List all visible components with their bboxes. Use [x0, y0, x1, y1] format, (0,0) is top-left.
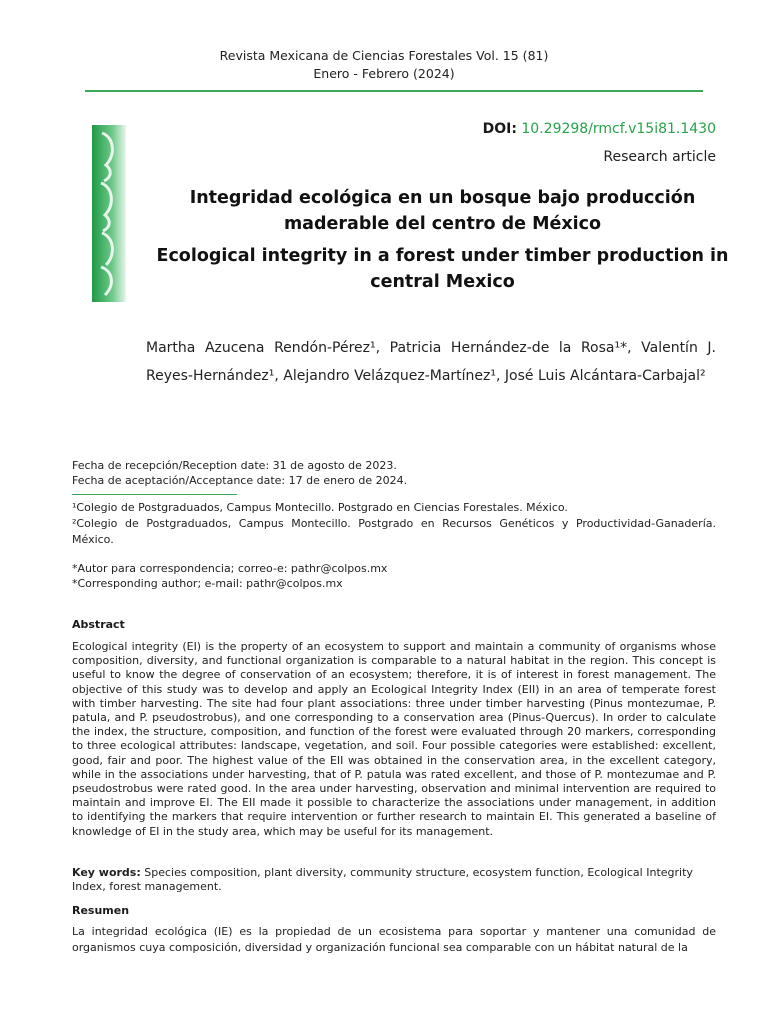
title-spanish: Integridad ecológica en un bosque bajo producción maderable del centro de México [189, 188, 696, 234]
correspondence-en: *Corresponding author; e-mail: pathr@colpos.mx [72, 577, 343, 590]
keywords [72, 866, 716, 894]
doi-link[interactable]: 10.29298/rmcf.v15i81.1430 [521, 121, 716, 137]
author-list: Martha Azucena Rendón-Pérez¹, Patricia Hernández-de la Rosa¹*, Valentín J. Reyes-Hernández¹, Alejandro Velázquez-Martínez¹, José Luis Alcántara-Carbajal² [146, 340, 716, 384]
dates [72, 458, 407, 488]
journal-logo-icon [92, 125, 126, 302]
header-divider [85, 90, 703, 92]
affiliations [72, 500, 716, 548]
journal-issue-date: Enero - Febrero (2024) [313, 66, 455, 81]
abstract-heading: Abstract [72, 618, 125, 631]
affiliation-divider [72, 494, 237, 495]
acceptance-date: Fecha de aceptación/Acceptance date: 17 de enero de 2024. [72, 474, 408, 487]
resumen-heading: Resumen [72, 904, 130, 917]
affiliation-1: ¹Colegio de Postgraduados, Campus Montecillo. Postgrado en Ciencias Forestales. México. [72, 501, 568, 514]
article-title [140, 185, 745, 295]
affiliation-2: ²Colegio de Postgraduados, Campus Montecillo. Postgrado en Recursos Genéticos y Productividad-Ganadería. México. [72, 517, 716, 546]
journal-name: Revista Mexicana de Ciencias Forestales Vol. 15 (81) [219, 48, 549, 63]
keywords-text: Species composition, plant diversity, community structure, ecosystem function, Ecological Integrity Index, forest management. [72, 866, 693, 894]
resumen-text: La integridad ecológica (IE) es la propiedad de un ecosistema para soportar y mantener una comunidad de organismos cuya composición, diversidad y organización funcional sea comparable con un hábitat natural de la [72, 925, 716, 954]
doi-label: DOI: [482, 121, 517, 137]
article-type: Research article [603, 149, 716, 165]
correspondence [72, 561, 387, 591]
correspondence-es: *Autor para correspondencia; correo-e: pathr@colpos.mx [72, 562, 388, 575]
keywords-label: Key words: [72, 866, 141, 879]
doi [483, 121, 716, 137]
journal-header [0, 47, 768, 83]
abstract-text: Ecological integrity (EI) is the property of an ecosystem to support and maintain a community of organisms whose composition, diversity, and functional organization is comparable to a natural habitat in the region. This concept is useful to know the degree of conservation of an ecosystem; therefore, it is of interest in forest management. The objective of this study was to develop and apply an Ecological Integrity Index (EII) in an area of temperate forest with timber harvesting. The site had four plant associations: three under timber harvesting (Pinus montezumae, P. patula, and P. pseudostrobus), and one corresponding to a conservation area (Pinus-Quercus). In order to calculate the index, the structure, composition, and function of the forest were evaluated through 20 markers, corresponding to three ecological attributes: landscape, vegetation, and soil. Four possible categories were established: excellent, good, fair and poor. The highest value of the EII was obtained in the conservation area, in the excellent category, while in the associations under harvesting, that of P. patula was rated excellent, and those of P. montezumae and P. pseudostrobus were rated good. In the area under harvesting, observation and minimal intervention are required to maintain and improve EI. The EII made it possible to characterize the associations under management, in addition to identifying the markers that require intervention or further research to maintain EI. This generated a baseline of knowledge of EI in the study area, which may be useful for its management. [72, 640, 716, 838]
title-english: Ecological integrity in a forest under timber production in central Mexico [156, 246, 729, 292]
reception-date: Fecha de recepción/Reception date: 31 de agosto de 2023. [72, 459, 397, 472]
